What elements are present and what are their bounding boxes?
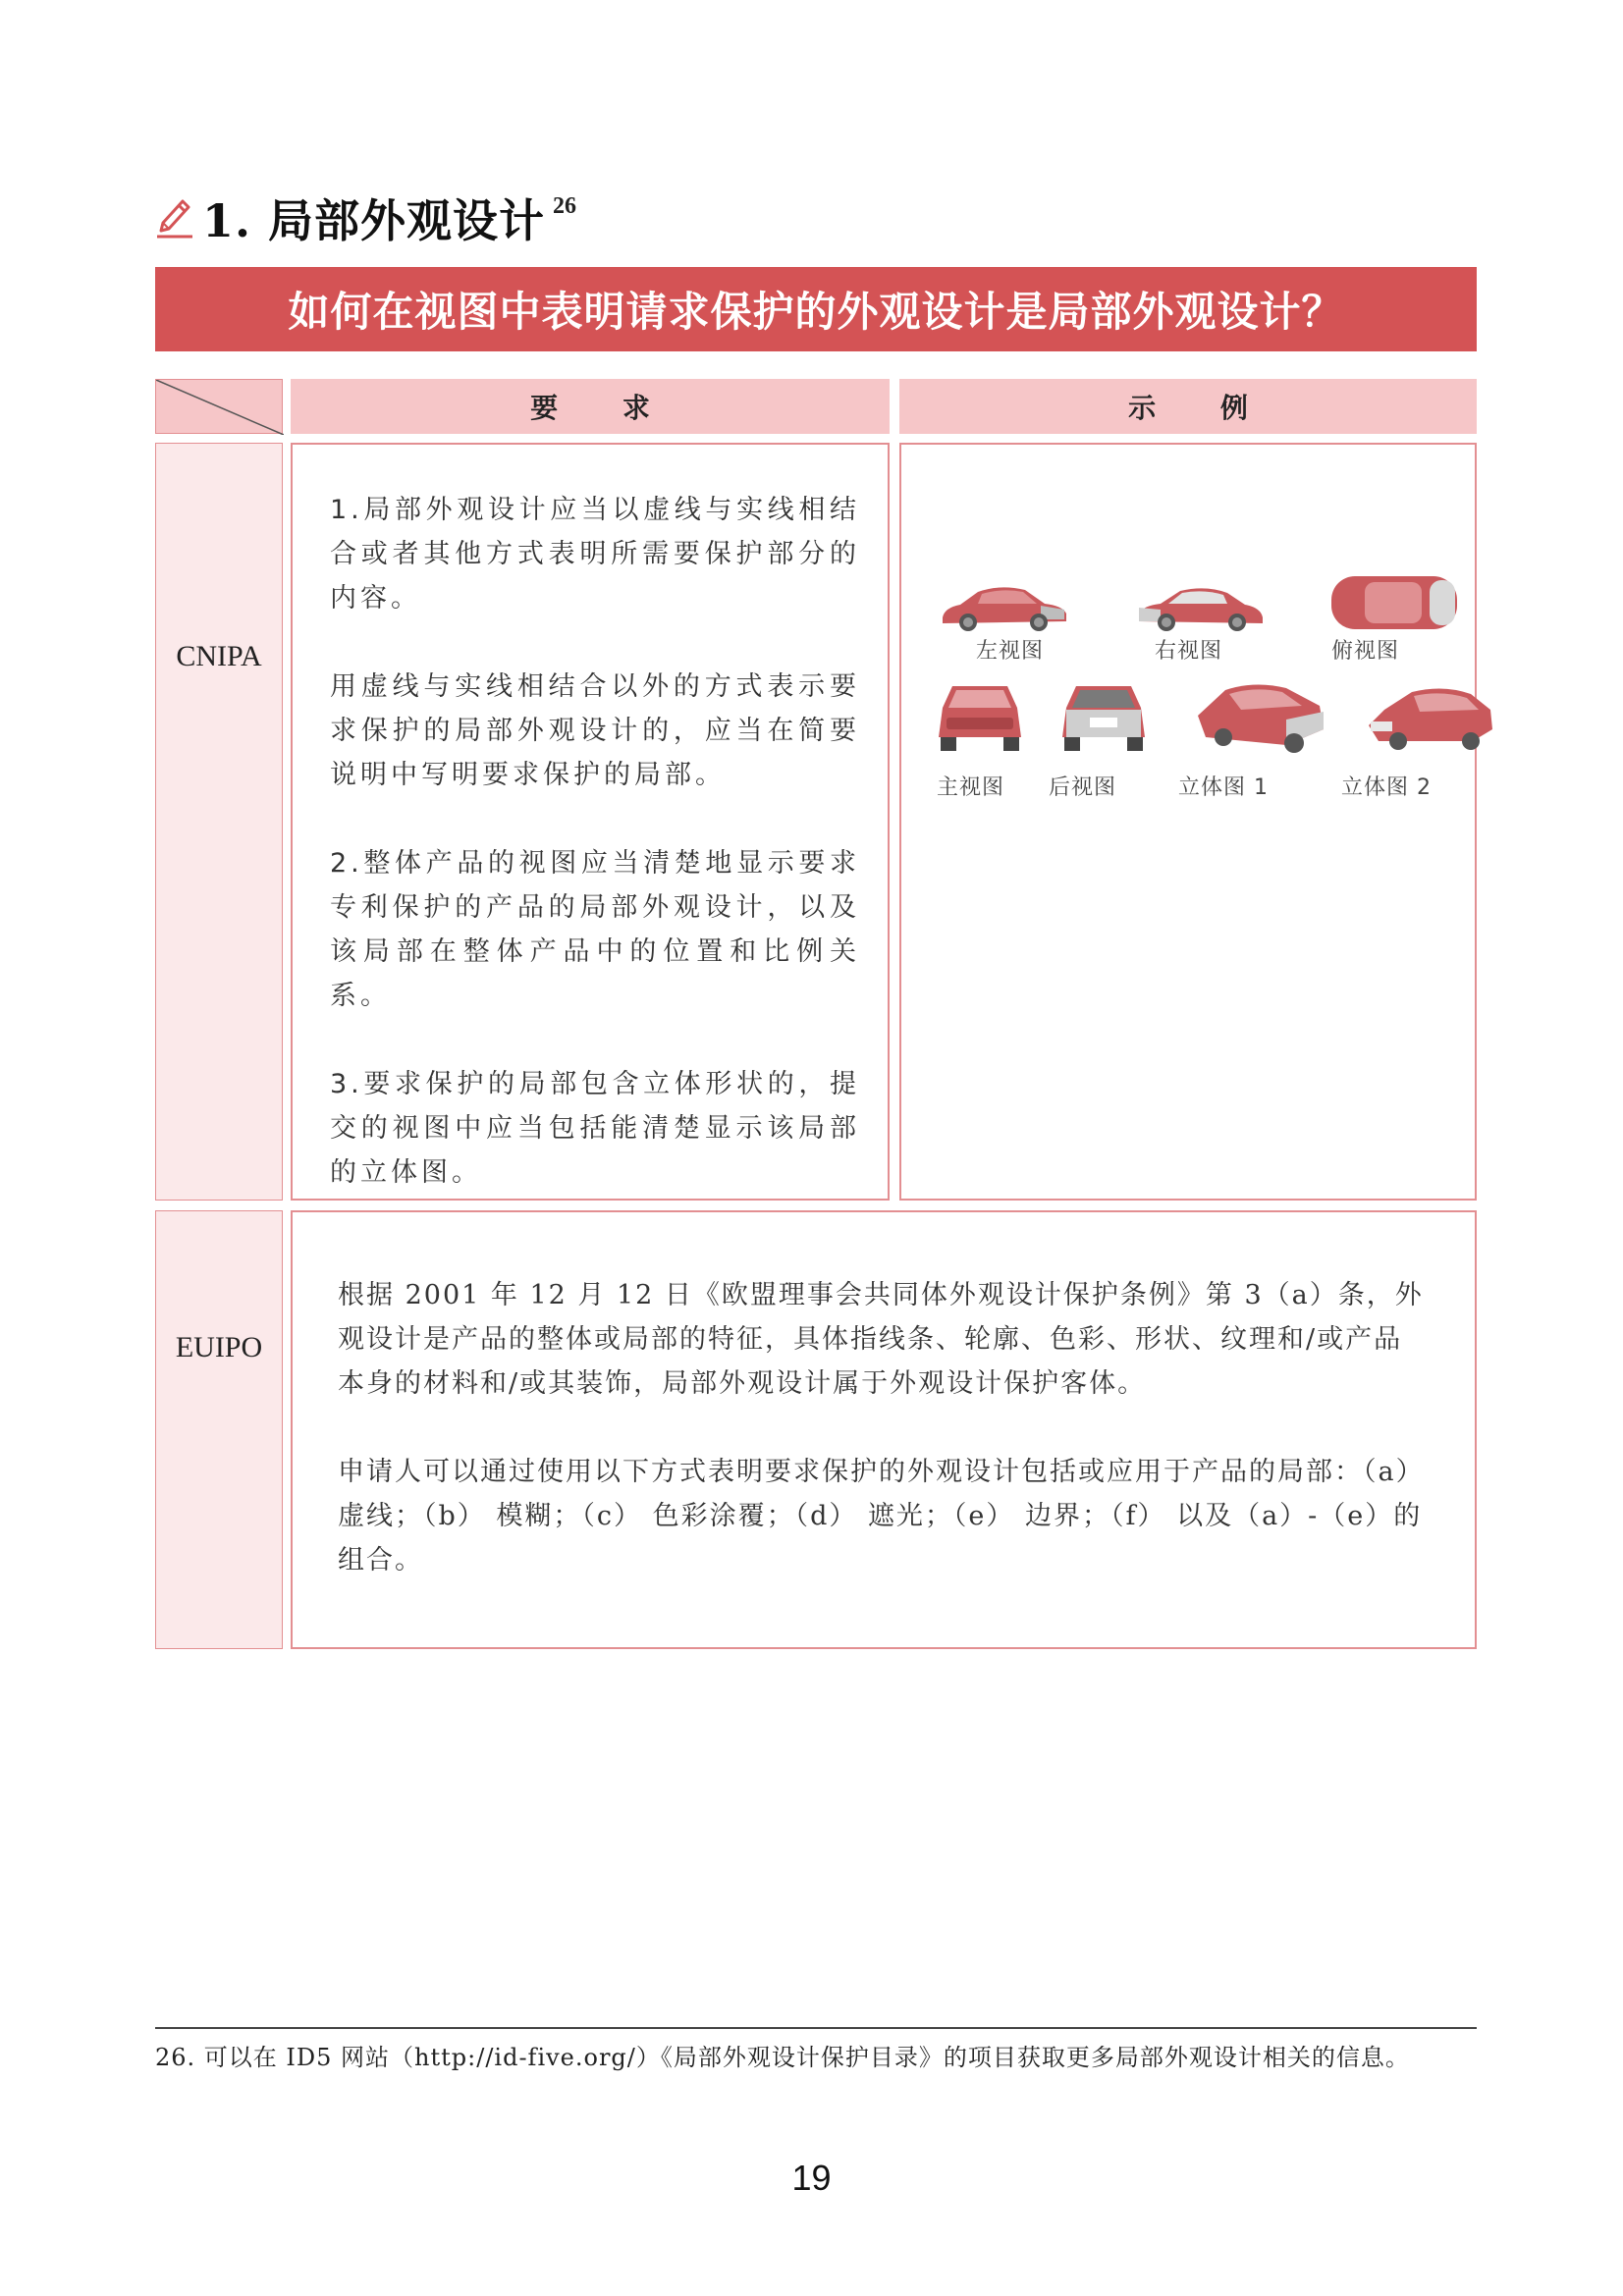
euipo-requirements-text xyxy=(338,1273,1430,1627)
cnipa-requirement-3: 3.要求保护的局部包含立体形状的，提交的视图中应当包括能清楚显示该局部的立体图。 xyxy=(330,1069,860,1188)
car-left-view-image xyxy=(939,580,1070,633)
euipo-requirement-2: 申请人可以通过使用以下方式表明要求保护的外观设计包括或应用于产品的局部：（a）虚线；（b） 模糊；（c） 色彩涂覆；（d） 遮光；（e） 边界；（f） 以及（a）-（e）的组合。 xyxy=(338,1457,1425,1575)
view-label-left: 左视图 xyxy=(976,639,1045,664)
cnipa-example-cell xyxy=(899,443,1477,1201)
view-label-perspective-1: 立体图 1 xyxy=(1178,775,1269,800)
footnote-reference: 26 xyxy=(553,192,577,219)
footnote-divider xyxy=(155,2027,1477,2029)
cnipa-requirement-1-note: 用虚线与实线相结合以外的方式表示要求保护的局部外观设计的，应当在简要说明中写明要求保护的局部。 xyxy=(330,671,860,790)
page-number: 19 xyxy=(791,2158,832,2198)
diagonal-divider xyxy=(156,380,284,435)
car-right-view-image xyxy=(1135,582,1267,633)
car-top-view-image xyxy=(1325,570,1463,635)
car-perspective-view-2-image xyxy=(1365,680,1496,757)
car-rear-view-image xyxy=(1056,678,1151,757)
car-perspective-view-1-image xyxy=(1192,676,1329,759)
requirement-column-header: 要 求 xyxy=(291,379,890,434)
office-label-cnipa: CNIPA xyxy=(155,443,283,1201)
euipo-requirement-1: 根据 2001 年 12 月 12 日《欧盟理事会共同体外观设计保护条例》第 3（a）条，外观设计是产品的整体或局部的特征，具体指线条、轮廓、色彩、形状、纹理和/或产品本身的材料和/或其装饰，局部外观设计属于外观设计保护客体。 xyxy=(338,1280,1424,1399)
pencil-icon xyxy=(155,195,194,240)
view-label-right: 右视图 xyxy=(1155,639,1223,664)
question-banner: 如何在视图中表明请求保护的外观设计是局部外观设计？ xyxy=(155,267,1477,351)
table-corner-cell xyxy=(155,379,283,434)
view-label-rear: 后视图 xyxy=(1049,775,1117,800)
cnipa-requirements-cell xyxy=(291,443,890,1201)
view-label-top: 俯视图 xyxy=(1331,639,1400,664)
euipo-requirements-cell xyxy=(291,1210,1477,1649)
view-label-perspective-2: 立体图 2 xyxy=(1341,775,1432,800)
cnipa-requirement-2: 2.整体产品的视图应当清楚地显示要求专利保护的产品的局部外观设计，以及该局部在整体产品中的位置和比例关系。 xyxy=(330,848,860,1011)
cnipa-requirements-text xyxy=(330,488,860,1195)
car-front-view-image xyxy=(933,678,1027,757)
office-label-euipo: EUIPO xyxy=(155,1210,283,1649)
footnote-text: 26. 可以在 ID5 网站（http://id-five.org/）《局部外观设计保护目录》的项目获取更多局部外观设计相关的信息。 xyxy=(155,2044,1410,2071)
cnipa-requirement-1: 1.局部外观设计应当以虚线与实线相结合或者其他方式表明所需要保护部分的内容。 xyxy=(330,495,860,614)
example-column-header: 示 例 xyxy=(899,379,1477,434)
view-label-front: 主视图 xyxy=(937,775,1005,800)
section-title: 1. 局部外观设计 xyxy=(202,194,546,247)
section-heading xyxy=(155,188,576,247)
